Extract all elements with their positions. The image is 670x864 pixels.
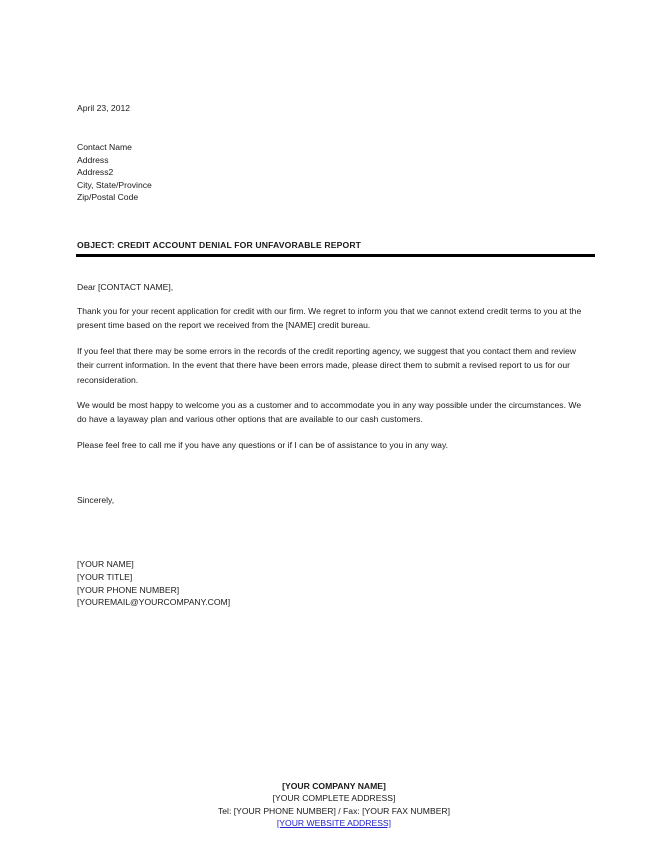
letter-body xyxy=(77,304,586,452)
body-paragraph: Please feel free to call me if you have any questions or if I can be of assistance to you in any way. xyxy=(77,439,449,450)
salutation: Dear [CONTACT NAME], xyxy=(77,282,174,292)
footer-website-link[interactable]: [YOUR WEBSITE ADDRESS] xyxy=(276,818,392,829)
signature-block xyxy=(77,558,230,609)
signature-phone: [YOUR PHONE NUMBER] xyxy=(77,584,180,595)
body-paragraph: We would be most happy to welcome you as a customer and to accommodate you in any way possible under the circumstances. We do have a layaway plan and various other options that are available to our cash customers. xyxy=(77,400,582,425)
signature-email: [YOUREMAIL@YOURCOMPANY.COM] xyxy=(77,597,231,608)
recipient-line: Address2 xyxy=(77,167,114,178)
footer-company-name: [YOUR COMPANY NAME] xyxy=(282,781,386,791)
subject-line: OBJECT: CREDIT ACCOUNT DENIAL FOR UNFAVORABLE REPORT xyxy=(77,240,362,250)
horizontal-rule xyxy=(76,254,595,257)
recipient-address-block xyxy=(77,141,152,204)
recipient-line: Zip/Postal Code xyxy=(77,192,139,203)
recipient-line: City, State/Province xyxy=(77,179,152,190)
page-footer xyxy=(0,780,670,830)
signature-name: [YOUR NAME] xyxy=(77,559,134,569)
closing-salutation: Sincerely, xyxy=(77,495,115,505)
recipient-line: Contact Name xyxy=(77,142,132,152)
body-paragraph: If you feel that there may be some errors in the records of the credit reporting agency, we suggest that you contact them and review their current information. In the event that there have been errors made, please direct them to submit a revised report to us for our reconsideration. xyxy=(77,345,577,385)
body-paragraph: Thank you for your recent application for credit with our firm. We regret to inform you that we cannot extend credit terms to you at the present time based on the report we received from the [NAME] credit bureau. xyxy=(77,306,582,331)
recipient-line: Address xyxy=(77,154,109,165)
footer-address: [YOUR COMPLETE ADDRESS] xyxy=(272,793,396,804)
letter-date: April 23, 2012 xyxy=(77,103,131,113)
signature-title: [YOUR TITLE] xyxy=(77,571,133,582)
footer-tel-fax: Tel: [YOUR PHONE NUMBER] / Fax: [YOUR FAX NUMBER] xyxy=(217,805,451,816)
